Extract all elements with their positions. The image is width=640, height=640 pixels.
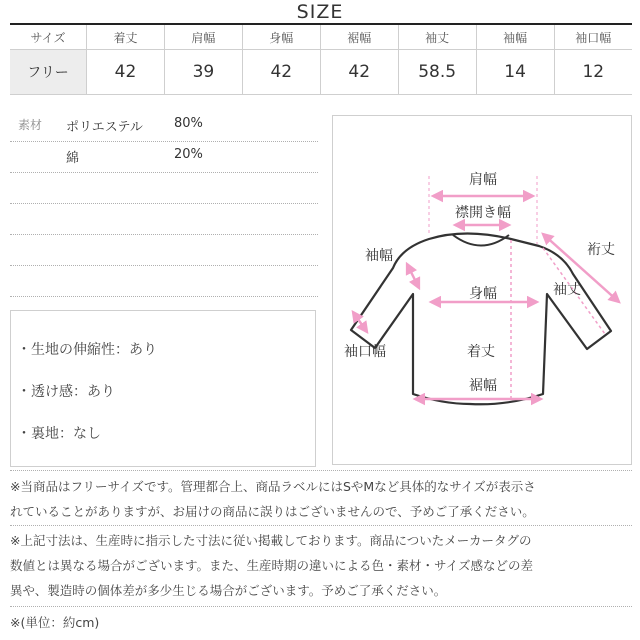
value-shoulder: 39 [164, 50, 242, 95]
garment-diagram [332, 115, 632, 465]
property-stretch: ・生地の伸縮性：あり [17, 342, 157, 358]
header-size: サイズ [10, 25, 87, 50]
notes-divider [10, 525, 632, 526]
value-length: 42 [87, 50, 165, 95]
label-hem: 裾幅 [469, 378, 497, 394]
value-sleeve-width: 14 [476, 50, 554, 95]
label-body-width: 身幅 [469, 286, 497, 302]
material-row [10, 142, 318, 173]
properties-box [10, 310, 316, 467]
value-hem-width: 42 [320, 50, 398, 95]
sleeve-width-arrow [407, 264, 419, 288]
note-line: 異や、製造時の個体差が多少生じる場合がございます。予めご了承ください。 [10, 583, 447, 598]
size-table [10, 25, 632, 95]
notes-divider [10, 606, 632, 607]
page-title: SIZE [296, 1, 344, 23]
material-name: 綿 [66, 151, 80, 166]
note-free-size [10, 474, 634, 524]
table-row [10, 50, 632, 95]
header-sleeve-length: 袖丈 [398, 25, 476, 50]
label-sleeve-width: 袖幅 [365, 248, 393, 264]
material-row-empty [10, 173, 318, 204]
row-size-name: フリー [10, 50, 87, 95]
material-label: 素材 [18, 118, 43, 132]
label-length: 着丈 [467, 344, 495, 360]
size-table-header [10, 25, 632, 50]
label-neck: 襟開き幅 [455, 205, 511, 221]
header-shoulder: 肩幅 [164, 25, 242, 50]
material-percent: 20% [174, 147, 203, 162]
material-row-empty [10, 204, 318, 235]
note-line: ※当商品はフリーサイズです。管理都合上、商品ラベルにはSやMなど具体的なサイズが表示さ [10, 479, 536, 494]
value-sleeve-length: 58.5 [398, 50, 476, 95]
header-sleeve-width: 袖幅 [476, 25, 554, 50]
header-length: 着丈 [87, 25, 165, 50]
label-sleeve-length: 袖丈 [553, 282, 581, 298]
material-name: ポリエステル [66, 120, 143, 135]
material-row [10, 111, 318, 142]
property-sheer: ・透け感：あり [17, 384, 115, 400]
header-body-width: 身幅 [242, 25, 320, 50]
garment-diagram-svg [333, 116, 631, 464]
value-body-width: 42 [242, 50, 320, 95]
note-line: ※(単位：約cm) [10, 615, 100, 630]
note-measurements [10, 528, 634, 603]
header-cuff-width: 袖口幅 [575, 30, 612, 45]
note-line: 数値とは異なる場合がございます。また、生産時期の違いによる色・素材・サイズ感などの差 [10, 558, 534, 573]
note-line: ※上記寸法は、生産時に指示した寸法に従い掲載しております。商品についたメーカータグの [10, 533, 532, 548]
notes-divider [10, 470, 632, 471]
note-line: れていることがありますが、お届けの商品に誤りはございませんので、予めご了承ください。 [10, 504, 535, 519]
note-unit [10, 610, 634, 635]
label-shoulder: 肩幅 [469, 172, 497, 188]
label-raglan: 裄丈 [587, 242, 615, 258]
label-cuff: 袖口幅 [344, 344, 386, 360]
header-hem-width: 裾幅 [320, 25, 398, 50]
value-cuff-width: 12 [554, 50, 632, 95]
material-row-empty [10, 235, 318, 266]
property-lining: ・裏地：なし [17, 426, 101, 442]
material-percent: 80% [174, 116, 203, 131]
material-row-empty [10, 266, 318, 297]
material-section [10, 111, 318, 297]
